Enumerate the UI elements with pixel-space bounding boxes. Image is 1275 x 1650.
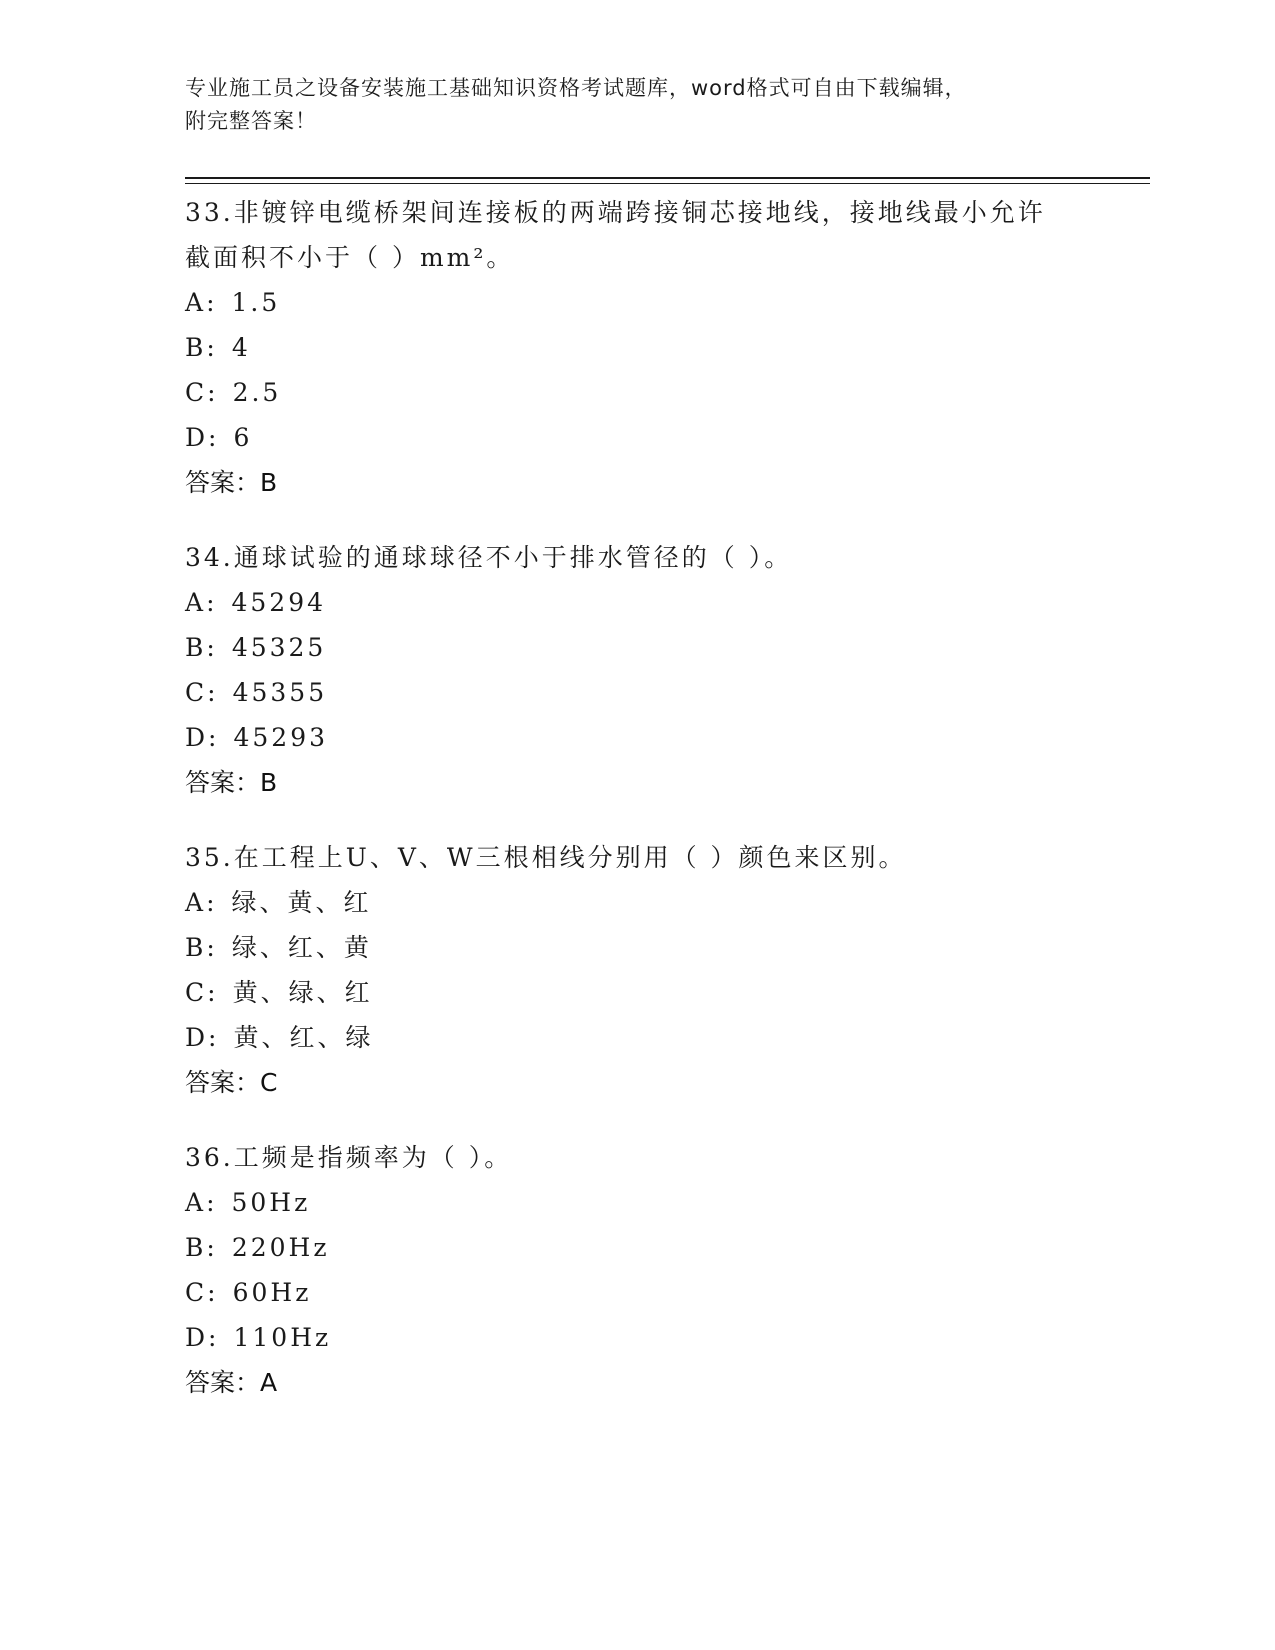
answer-key: 答案：B — [185, 468, 278, 497]
option-text: 45325 — [231, 633, 327, 662]
question-stem — [185, 1135, 1145, 1180]
option-separator: : — [206, 333, 218, 362]
option-text: 110Hz — [233, 1323, 332, 1352]
question-stem-line: 截面积不小于（ ）mm²。 — [185, 243, 515, 272]
question-stem — [185, 835, 1145, 880]
option-separator: : — [206, 588, 218, 617]
answer-option — [185, 415, 1145, 460]
option-text: 60Hz — [232, 1278, 312, 1307]
option-text: 绿、红、黄 — [231, 933, 372, 962]
option-separator: : — [207, 378, 219, 407]
answer-option — [185, 970, 1145, 1015]
answer-option — [185, 880, 1145, 925]
answer-option — [185, 580, 1145, 625]
answer-option — [185, 925, 1145, 970]
option-separator: : — [208, 1323, 220, 1352]
option-text: 45294 — [231, 588, 327, 617]
option-letter: A — [185, 588, 207, 617]
answer-option — [185, 280, 1145, 325]
header-line-1: 专业施工员之设备安装施工基础知识资格考试题库，word格式可自由下载编辑， — [185, 76, 967, 100]
option-separator: : — [207, 678, 219, 707]
question-list — [185, 190, 1145, 1435]
answer-option — [185, 1015, 1145, 1060]
question-stem-line: 34.通球试验的通球球径不小于排水管径的（ ）。 — [185, 543, 793, 572]
option-text: 2.5 — [232, 378, 282, 407]
option-separator: : — [206, 1233, 218, 1262]
option-letter: A — [185, 888, 207, 917]
question-stem — [185, 535, 1145, 580]
question-block — [185, 190, 1145, 505]
option-letter: D — [185, 1023, 209, 1052]
option-text: 50Hz — [231, 1188, 311, 1217]
question-stem — [185, 190, 1145, 280]
option-separator: : — [206, 288, 218, 317]
option-text: 绿、黄、红 — [231, 888, 372, 917]
answer-option — [185, 715, 1145, 760]
header-divider-thick — [185, 177, 1150, 179]
option-text: 黄、红、绿 — [233, 1023, 374, 1052]
option-letter: B — [185, 633, 207, 662]
option-text: 黄、绿、红 — [232, 978, 373, 1007]
answer-key: 答案：A — [185, 1368, 278, 1397]
question-stem-line: 35.在工程上U、V、W三根相线分别用（ ）颜色来区别。 — [185, 843, 907, 872]
option-text: 1.5 — [231, 288, 281, 317]
option-letter: C — [185, 978, 208, 1007]
question-block — [185, 535, 1145, 805]
option-separator: : — [206, 933, 218, 962]
question-stem-line: 36.工频是指频率为（ ）。 — [185, 1143, 513, 1172]
answer-option — [185, 670, 1145, 715]
option-letter: B — [185, 333, 207, 362]
answer-key: 答案：C — [185, 1068, 278, 1097]
option-text: 4 — [231, 333, 251, 362]
question-stem-line: 33.非镀锌电缆桥架间连接板的两端跨接铜芯接地线，接地线最小允许 — [185, 198, 1046, 227]
option-separator: : — [207, 1278, 219, 1307]
answer-option — [185, 1270, 1145, 1315]
option-text: 220Hz — [231, 1233, 330, 1262]
option-separator: : — [207, 978, 219, 1007]
answer-option — [185, 1180, 1145, 1225]
option-letter: B — [185, 1233, 207, 1262]
question-block — [185, 1135, 1145, 1405]
option-letter: C — [185, 378, 208, 407]
option-separator: : — [206, 888, 218, 917]
answer-option — [185, 1225, 1145, 1270]
option-separator: : — [206, 633, 218, 662]
answer-option — [185, 370, 1145, 415]
option-letter: B — [185, 933, 207, 962]
option-text: 6 — [233, 423, 253, 452]
option-separator: : — [208, 1023, 220, 1052]
document-header — [185, 72, 1085, 138]
option-separator: : — [208, 423, 220, 452]
answer-option — [185, 1315, 1145, 1360]
option-text: 45293 — [233, 723, 329, 752]
question-block — [185, 835, 1145, 1105]
option-letter: D — [185, 423, 209, 452]
header-line-2: 附完整答案！ — [185, 109, 317, 133]
answer-option — [185, 325, 1145, 370]
option-separator: : — [208, 723, 220, 752]
option-letter: D — [185, 1323, 209, 1352]
option-letter: A — [185, 288, 207, 317]
answer-key: 答案：B — [185, 768, 278, 797]
option-separator: : — [206, 1188, 218, 1217]
option-letter: A — [185, 1188, 207, 1217]
answer-option — [185, 625, 1145, 670]
option-letter: C — [185, 1278, 208, 1307]
option-letter: C — [185, 678, 208, 707]
option-letter: D — [185, 723, 209, 752]
option-text: 45355 — [232, 678, 328, 707]
header-divider-thin — [185, 183, 1150, 184]
